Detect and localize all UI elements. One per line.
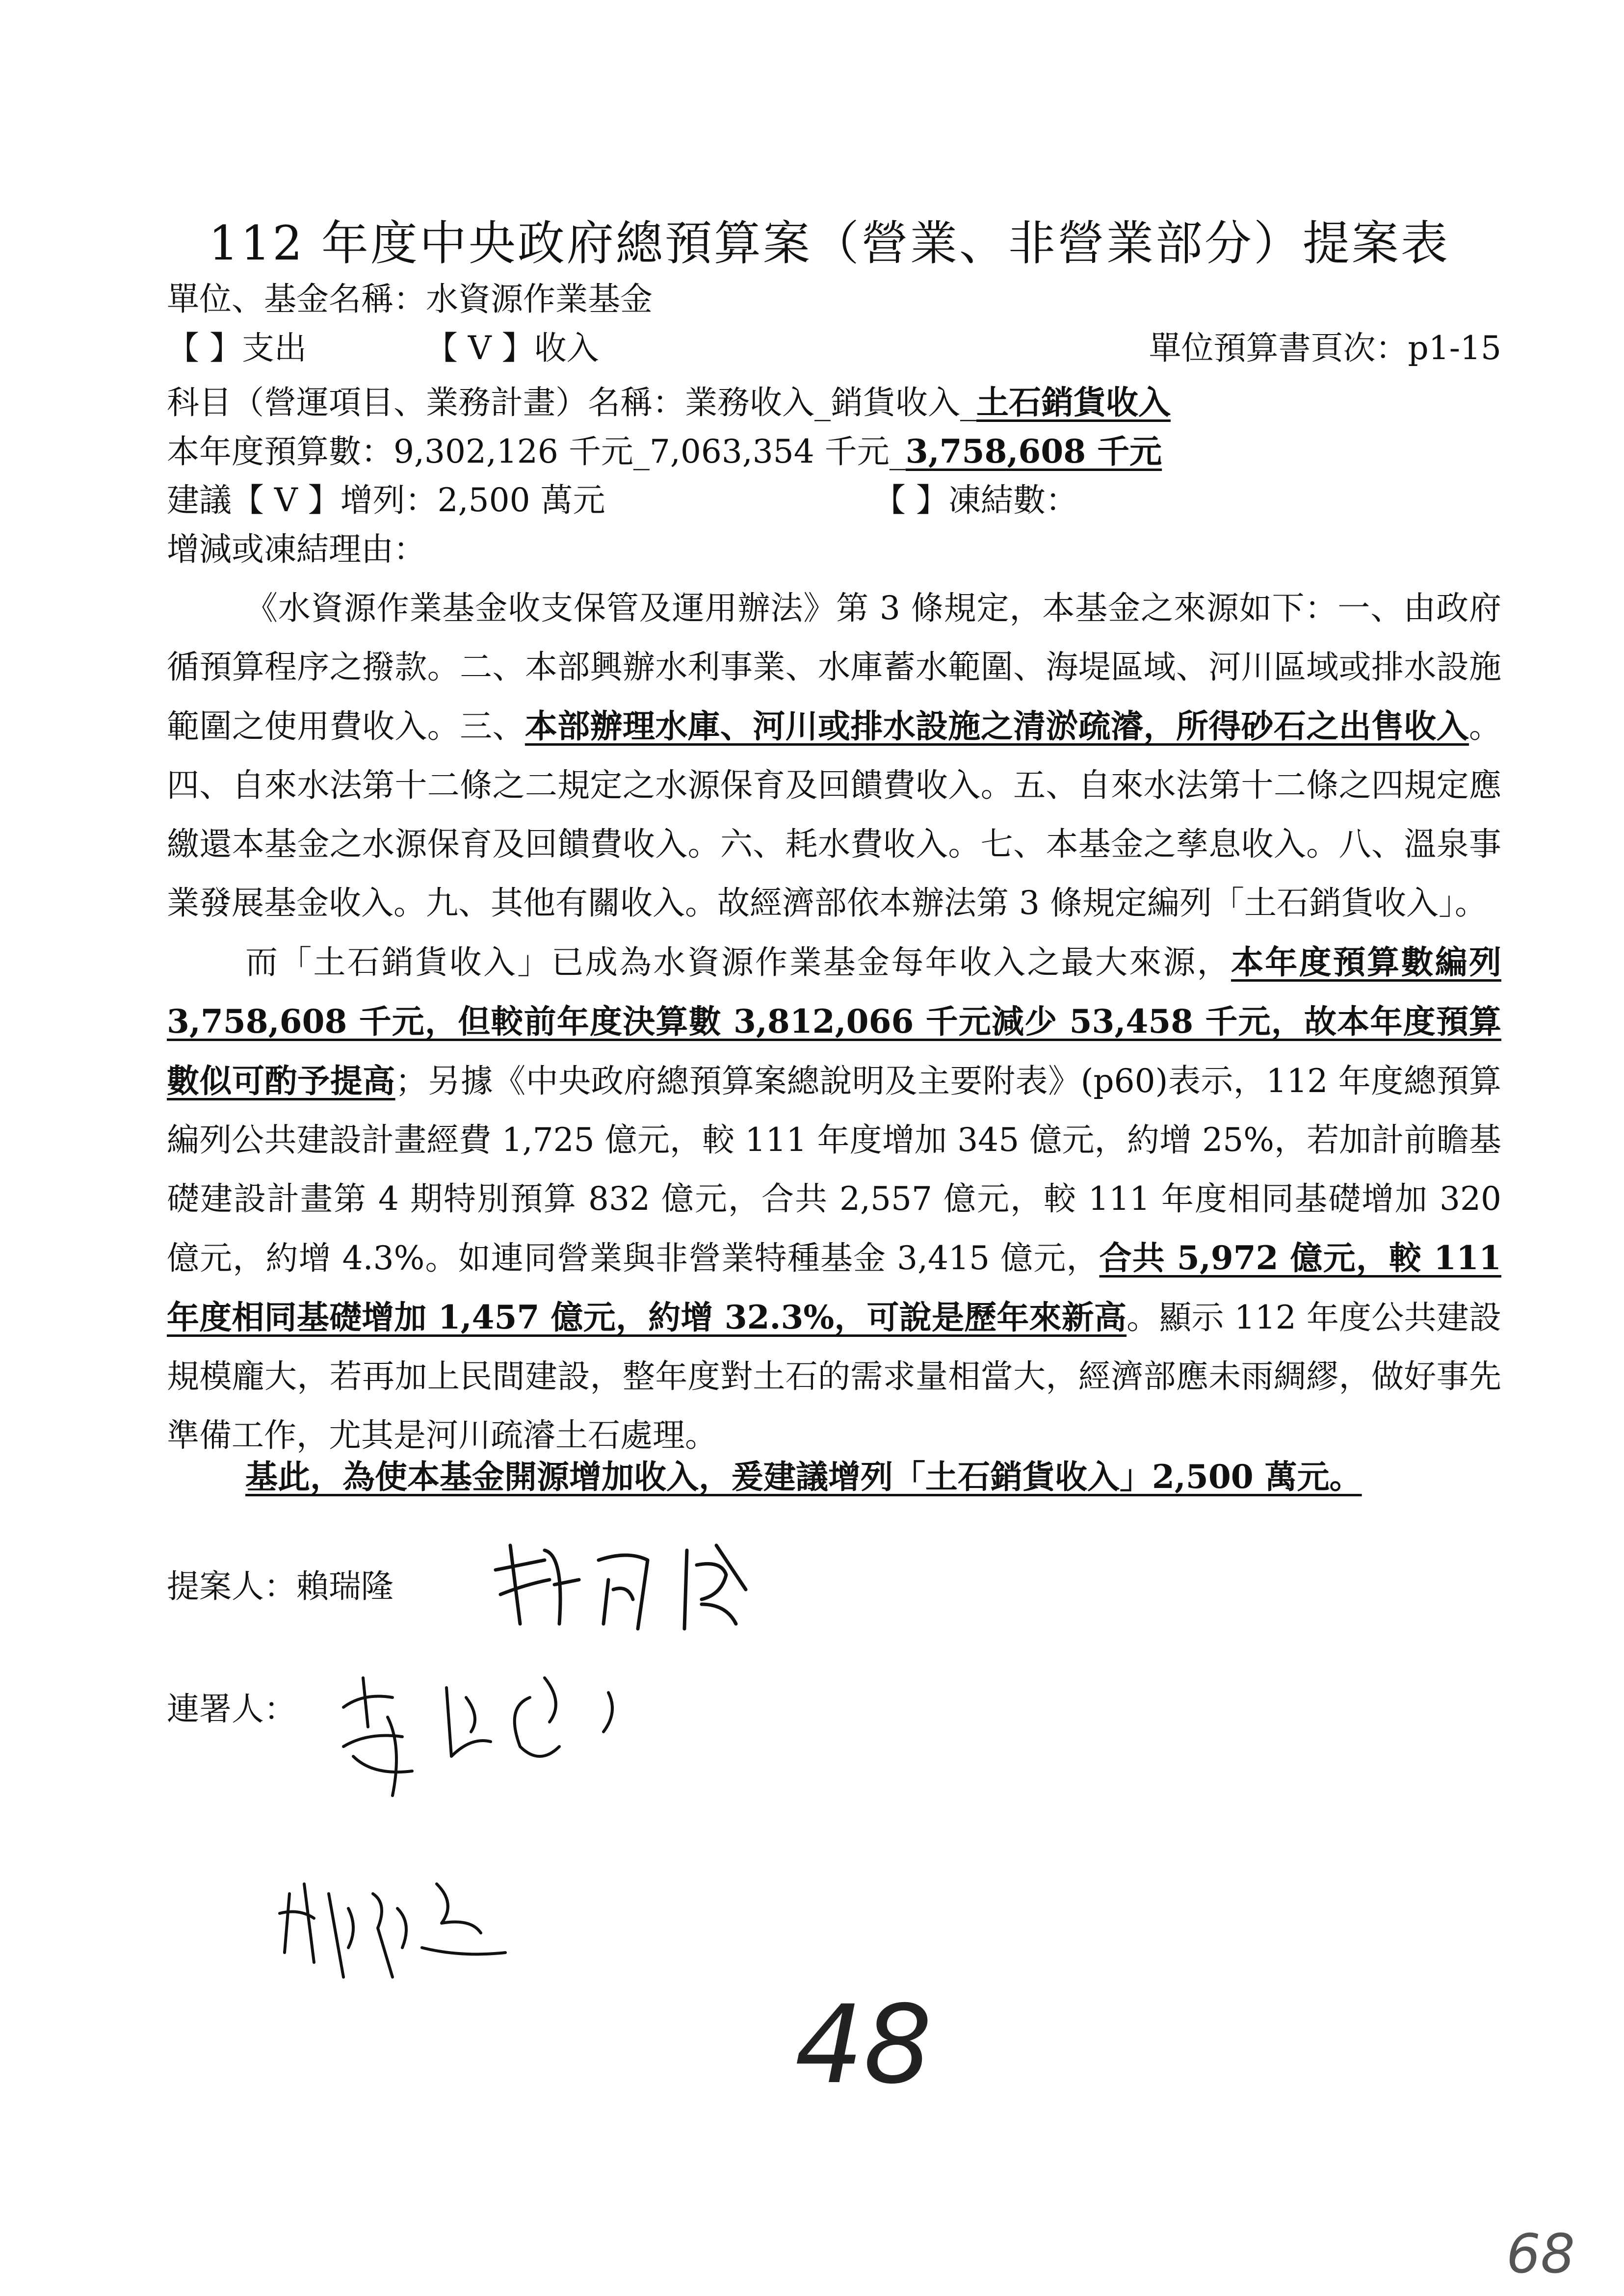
reason-body [167,579,1501,1465]
page-reference: 單位預算書頁次：p1-15 [1149,329,1501,367]
paragraph-1-text-a: 《水資源作業基金收支保管及運用辦法》第 3 條規定，本基金之來源如下：一、由政府循預算程序之撥款。二、本部興辦水利事業、水庫蓄水範圍、海堤區域、河川區域或排水設施範圍之使用費收入。三、 [167,589,1501,745]
subject-line [167,378,1171,427]
paragraph-1-text-c: 。四、自來水法第十二條之二規定之水源保育及回饋費收入。五、自來水法第十二條之四規定應繳還本基金之水源保育及回饋費收入。六、耗水費收入。七、本基金之孳息收入。八、溫泉事業發展基金收入。九、其他有關收入。故經濟部依本辦法第 3 條規定編列「土石銷貨收入」。 [167,707,1502,922]
paragraph-2-emphasis-1: 本年度預算數編列 3,758,608 千元，但較前年度決算數 3,812,066 千元減少 53,458 千元，故本年度預算數似可酌予提高 [167,943,1502,1100]
handwritten-page-number [795,1982,932,2108]
proposer-signature [491,1531,795,1639]
unit-line: 單位、基金名稱：水資源作業基金 [167,280,653,318]
corner-number-text: 68 [1506,2222,1575,2285]
page-title: 112 年度中央政府總預算案（營業、非營業部分）提案表 [209,216,1450,271]
paragraph-2-text-a: 而「土石銷貨收入」已成為水資源作業基金每年收入之最大來源， [245,943,1231,981]
paragraph-2-emphasis-2: 合共 5,972 億元，較 111 年度相同基礎增加 1,457 億元，約增 32.3%，可說是歷年來新高 [167,1239,1501,1336]
subject-prefix: 科目（營運項目、業務計畫）名稱：業務收入_銷貨收入_ [167,384,976,421]
closing-statement: 基此，為使本基金開源增加收入，爰建議增列「土石銷貨收入」2,500 萬元。 [245,1458,1362,1496]
suggestion-line [167,476,1501,525]
suggestion-freeze: 【 】凍結數： [873,481,1078,519]
paragraph-2-text-c: ；另據《中央政府總預算案總說明及主要附表》(p60)表示，112 年度總預算編列公共建設計畫經費 1,725 億元，較 111 年度增加 345 億元，約增 25%，若加計前瞻基礎建設計畫第 4 期特別預算 832 億元，合共 2,557 億元，較 111 年度相同基礎增加 320 億元，約增 4.3%。如連同營業與非營業特種基金 3,415 億元， [167,1062,1501,1277]
budget-line [167,427,1162,476]
budget-prefix: 本年度預算數：9,302,126 千元_7,063,354 千元_ [167,433,906,470]
cosigner-label: 連署人： [167,1690,296,1728]
type-row [167,324,1501,373]
subject-item: 土石銷貨收入 [976,383,1171,421]
proposer-label: 提案人：賴瑞隆 [167,1567,393,1605]
paragraph-2 [167,933,1501,1465]
cosigner-signature-2 [275,1864,550,2011]
paragraph-1-emphasis: 本部辦理水庫、河川或排水設施之清淤疏濬，所得砂石之出售收入 [524,707,1469,745]
paragraph-1 [167,579,1501,933]
suggestion-increase: 建議【 V 】增列：2,500 萬元 [167,481,605,519]
reason-label: 增減或凍結理由： [167,530,426,568]
paragraph-2-text-e: 。顯示 112 年度公共建設規模龐大，若再加上民間建設，整年度對土石的需求量相當大，經濟部應未雨綢繆，做好事先準備工作，尤其是河川疏濬土石處理。 [167,1299,1502,1454]
handwritten-number-text: 48 [795,1982,932,2108]
expense-checkbox-label: 【 】支出 [167,329,307,367]
cosigner-signature-1 [334,1658,648,1805]
budget-amount: 3,758,608 千元 [905,432,1162,470]
income-checkbox-label: 【 V 】收入 [425,329,599,367]
corner-page-number [1506,2222,1575,2285]
